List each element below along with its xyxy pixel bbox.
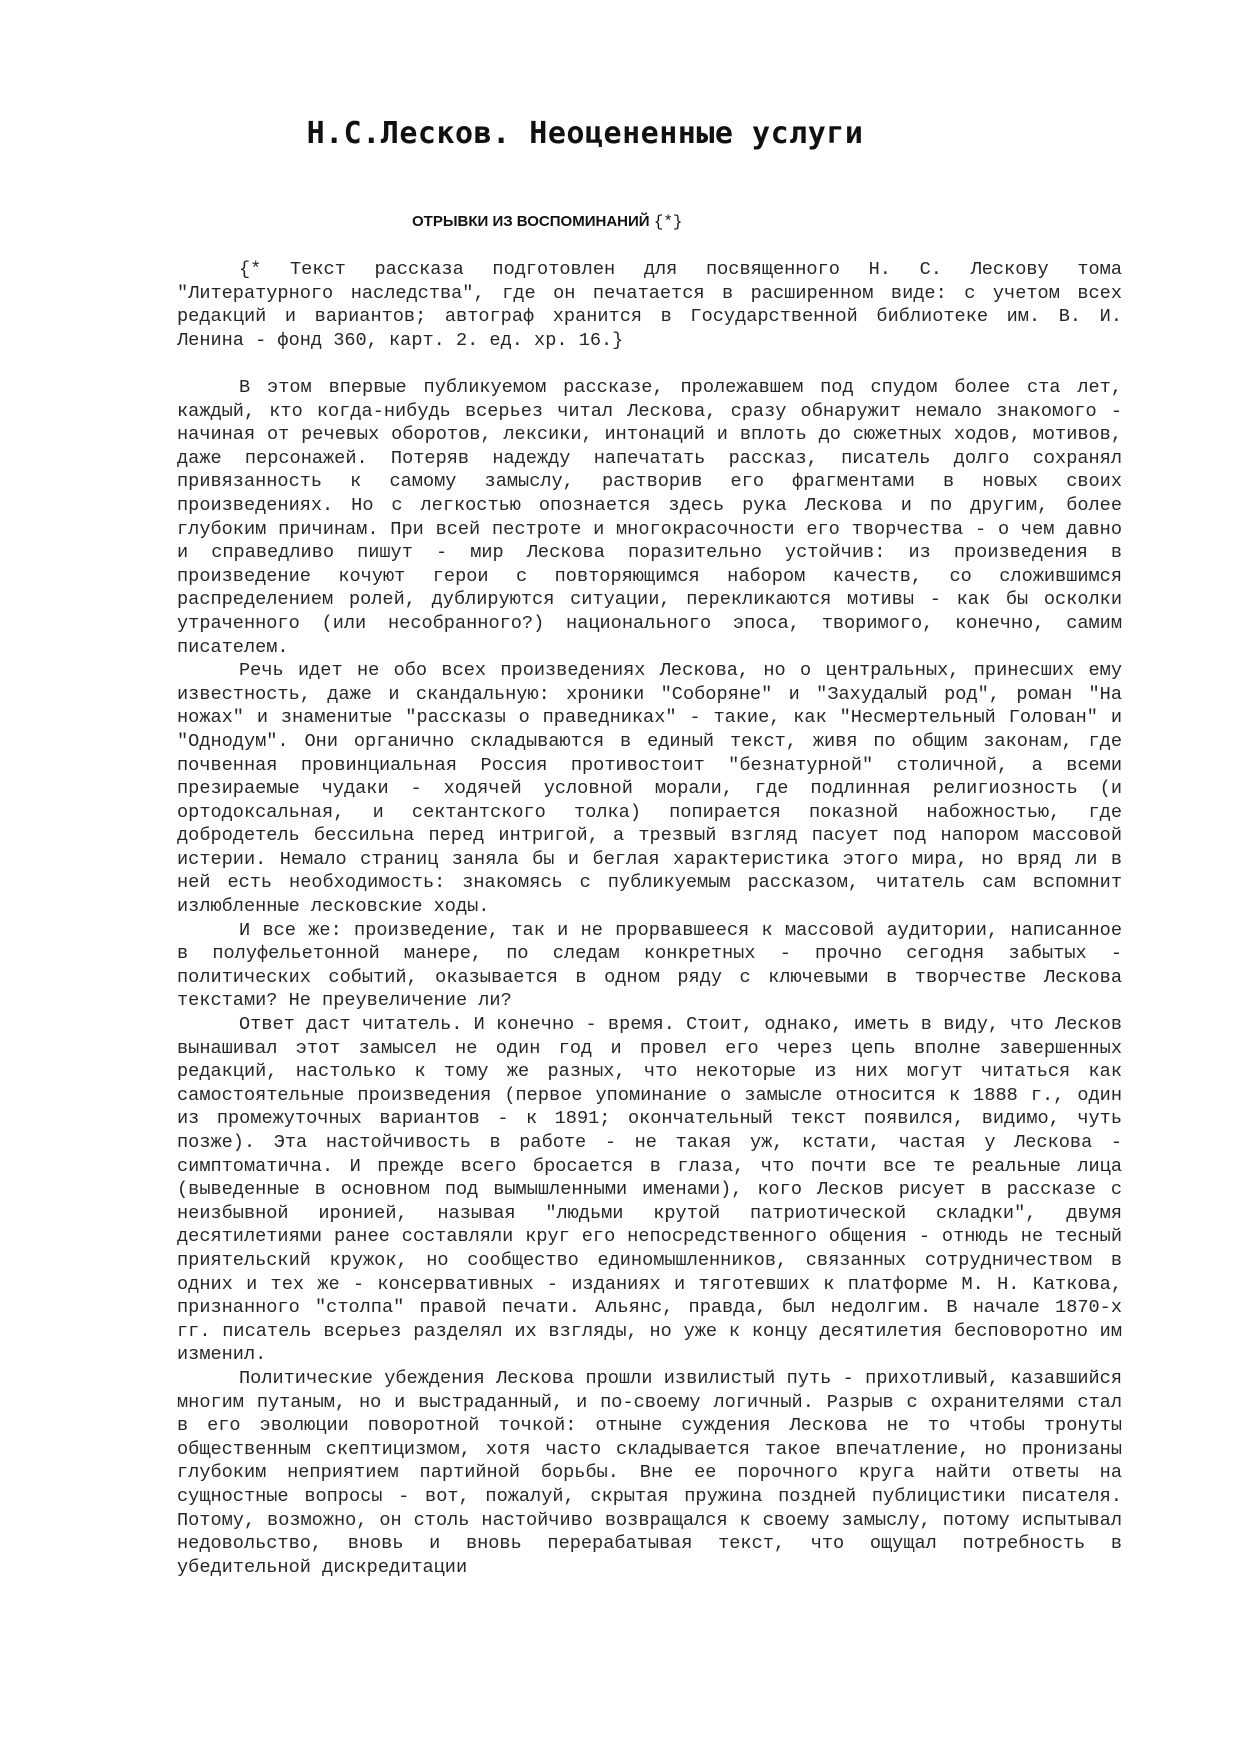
main-text xyxy=(177,376,1122,1579)
paragraph: Ответ даст читатель. И конечно - время. Стоит, однако, иметь в виду, что Лесков вынашивал этот замысел не один год и провел его через цепь вполне завершенных редакций, настолько к тому же разных, что некоторые из них могут читаться как самостоятельные произведения (первое упоминание о замысле относится к 1888 г., один из промежуточных вариантов - к 1891; окончательный текст появился, видимо, чуть позже). Эта настойчивость в работе - не такая уж, кстати, частая у Лескова - симптоматична. И прежде всего бросается в глаза, что почти все те реальные лица (выведенные в основном под вымышленными именами), кого Лесков рисует в рассказе с неизбывной иронией, называя "людьми крутой патриотической складки", двумя десятилетиями ранее составляли круг его непосредственного общения - отнюдь не тесный приятельский кружок, но сообщество единомышленников, связанных сотрудничеством в одних и тех же - консервативных - изданиях и тяготевших к платформе М. Н. Каткова, признанного "столпа" правой печати. Альянс, правда, был недолгим. В начале 1870-х гг. писатель всерьез разделял их взгляды, но уже к концу десятилетия бесповоротно им изменил. xyxy=(177,1014,1122,1366)
subtitle-text: ОТРЫВКИ ИЗ ВОСПОМИНАНИЙ xyxy=(412,213,650,230)
paragraph: И все же: произведение, так и не прорвавшееся к массовой аудитории, написанное в полуфельетонной манере, по следам конкретных - прочно сегодня забытых - политических событий, оказывается в одном ряду с ключевыми в творчестве Лескова текстами? Не преувеличение ли? xyxy=(177,919,1122,1012)
footnote-marker: {*} xyxy=(653,213,683,231)
section-subtitle xyxy=(412,213,683,231)
document-title: Н.С.Лесков. Неоцененные услуги xyxy=(306,116,864,151)
paragraph: Речь идет не обо всех произведениях Лескова, но о центральных, принесших ему известность, даже и скандальную: хроники "Соборяне" и "Захудалый род", роман "На ножах" и знаменитые "рассказы о праведниках" - такие, как "Несмертельный Голован" и "Однодум". Они органично складываются в единый текст, живя по общим законам, где почвенная провинциальная Россия противостоит "безнатурной" столичной, а всеми презираемые чудаки - ходячей условной морали, где подлинная религиозность (и ортодоксальная, и сектантского толка) попирается показной набожностью, где добродетель бессильна перед интригой, а трезвый взгляд пасует под напором массовой истерии. Немало страниц заняла бы и беглая характеристика этого мира, но вряд ли в ней есть необходимость: знакомясь с публикуемым рассказом, читатель сам вспомнит излюбленные лесковские ходы. xyxy=(177,660,1122,918)
paragraph: В этом впервые публикуемом рассказе, пролежавшем под спудом более ста лет, каждый, кто когда-нибудь всерьез читал Лескова, сразу обнаружит немало знакомого - начиная от речевых оборотов, лексики, интонаций и вплоть до сюжетных ходов, мотивов, даже персонажей. Потеряв надежду напечатать рассказ, писатель долго сохранял привязанность к самому замыслу, растворив его фрагментами в новых своих произведениях. Но с легкостью опознается здесь рука Лескова и по другим, более глубоким причинам. При всей пестроте и многокрасочности его творчества - о чем давно и справедливо пишут - мир Лескова поразительно устойчив: из произведения в произведение кочуют герои с повторяющимся набором качеств, со сложившимся распределением ролей, дублируются ситуации, перекликаются мотивы - как бы осколки утраченного (или несобранного?) национального эпоса, творимого, конечно, самим писателем. xyxy=(177,377,1122,658)
paragraph: Политические убеждения Лескова прошли извилистый путь - прихотливый, казавшийся многим путаным, но и выстраданный, и по-своему логичный. Разрыв с охранителями стал в его эволюции поворотной точкой: отныне суждения Лескова не то чтобы тронуты общественным скептицизмом, хотя часто складывается такое впечатление, но пронизаны глубоким неприятием партийной борьбы. Вне ее порочного круга найти ответы на сущностные вопросы - вот, пожалуй, скрытая пружина поздней публицистики писателя. Потому, возможно, он столь настойчиво возвращался к своему замыслу, потому испытывал недовольство, вновь и вновь перерабатывая текст, что ощущал потребность в убедительной дискредитации xyxy=(177,1367,1122,1578)
note-paragraph: {* Текст рассказа подготовлен для посвященного Н. С. Лескову тома "Литературного наследства", где он печатается в расширенном виде: с учетом всех редакций и вариантов; автограф хранится в Государственной библиотеке им. В. И. Ленина - фонд 360, карт. 2. ед. хр. 16.} xyxy=(177,259,1122,351)
editorial-note xyxy=(177,258,1122,352)
